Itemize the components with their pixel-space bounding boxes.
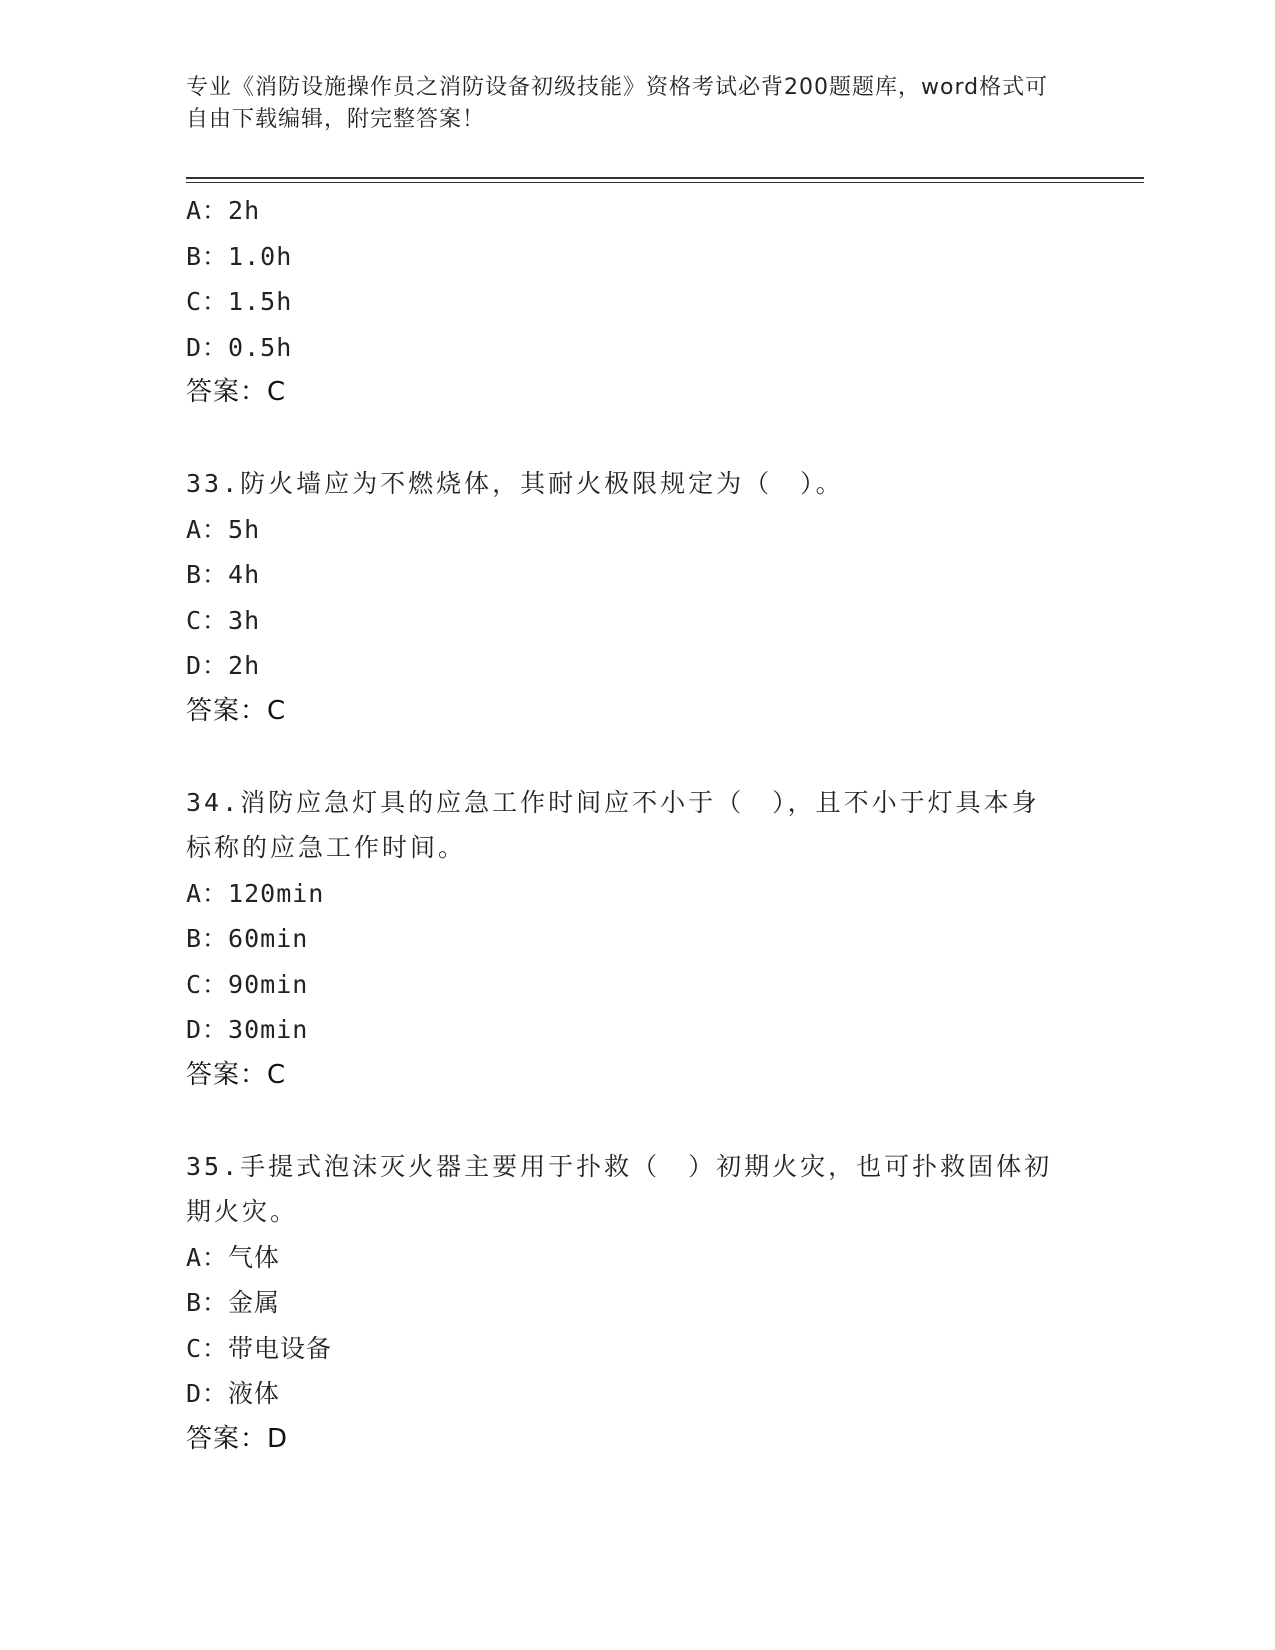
question-34 (186, 780, 1086, 1099)
question-text: 34.消防应急灯具的应急工作时间应不小于（ ），且不小于灯具本身标称的应急工作时间。 (186, 787, 1040, 862)
header-rule-thick (186, 177, 1144, 179)
question-list (186, 188, 1086, 1462)
document-header: 专业《消防设施操作员之消防设备初级技能》资格考试必背200题题库，word格式可自由下载编辑，附完整答案！ (186, 75, 1049, 132)
question-text: 33.防火墙应为不燃烧体，其耐火极限规定为（ ）。 (186, 469, 844, 498)
option-c: C：90min (186, 969, 309, 999)
option-b: B：1.0h (186, 241, 293, 271)
question-33 (186, 461, 1086, 734)
option-d: D：2h (186, 651, 261, 680)
option-b: B：60min (186, 924, 309, 953)
option-d: D：30min (186, 1015, 309, 1044)
option-a: A：2h (186, 196, 261, 225)
option-d: D：0.5h (186, 332, 293, 362)
answer: 答案：D (186, 1423, 289, 1454)
option-b: B：金属 (186, 1288, 281, 1317)
question-35 (186, 1144, 1086, 1463)
option-b: B：4h (186, 560, 261, 589)
option-c: C：1.5h (186, 287, 293, 316)
question-text: 35.手提式泡沫灭火器主要用于扑救（ ）初期火灾，也可扑救固体初期火灾。 (186, 1151, 1053, 1226)
option-d: D：液体 (186, 1379, 281, 1408)
question-partial (186, 188, 1086, 416)
option-a: A：120min (186, 878, 325, 908)
option-c: C：3h (186, 605, 261, 635)
answer: 答案：C (186, 1059, 287, 1090)
option-a: A：5h (186, 514, 261, 544)
answer: 答案：C (186, 695, 287, 726)
option-c: C：带电设备 (186, 1333, 333, 1363)
header-rule-thin (186, 182, 1144, 183)
option-a: A：气体 (186, 1242, 281, 1272)
answer: 答案：C (186, 377, 287, 407)
